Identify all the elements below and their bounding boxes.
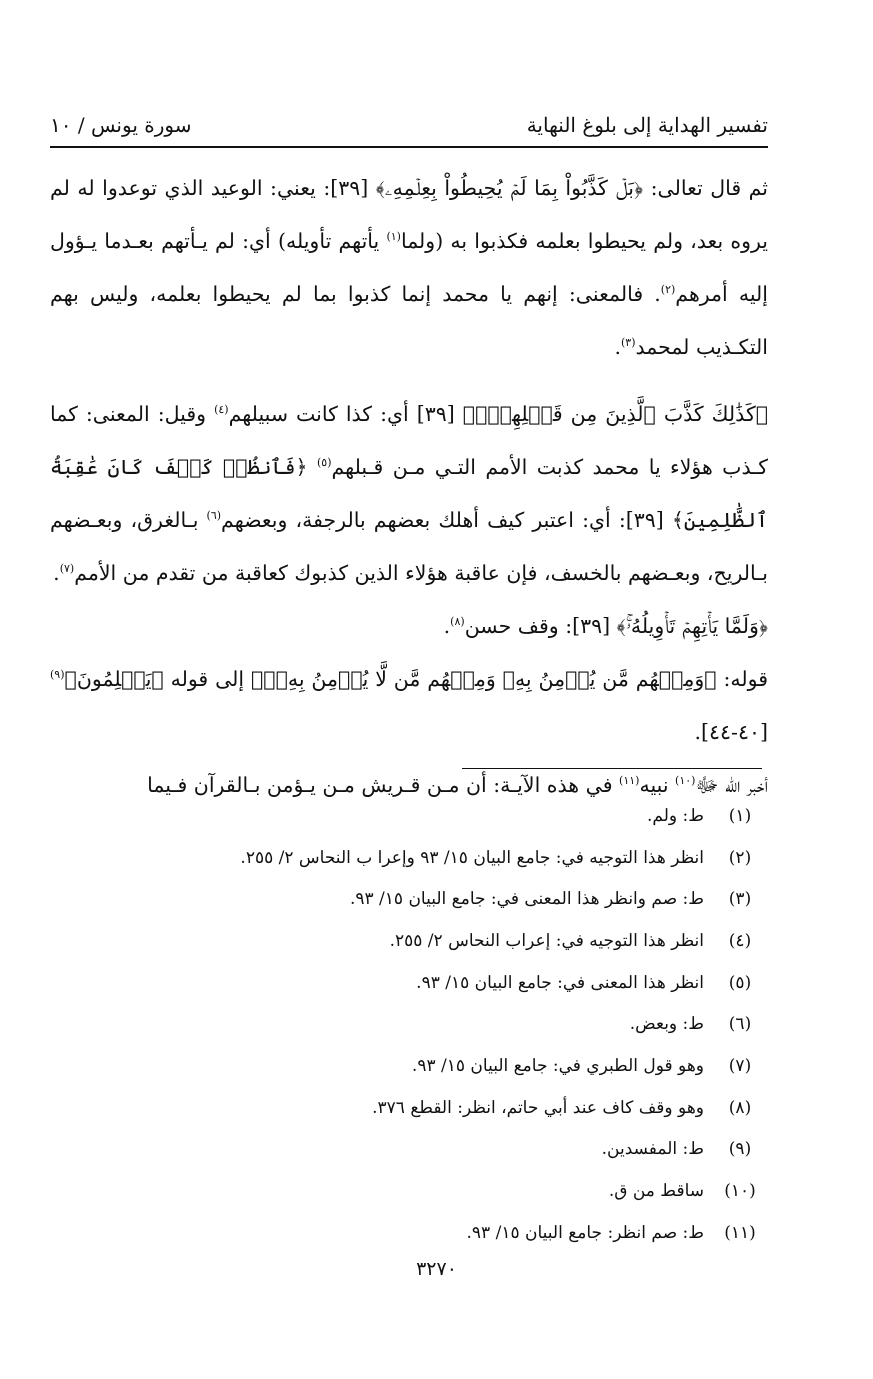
footnote-number: (٤)	[728, 930, 752, 951]
footnote-text: ساقط من ق.	[608, 1181, 704, 1202]
paragraph-2: ﴿كَذَٰلِكَ كَذَّبَ ٱلَّذِينَ مِن قَبۡلِهِمۡۖ﴾ [٣٩] أي: كذا كانت سبيلهم$^{(٤)}$ وقيل: المعنى: كما كـذب هؤلاء يا محمد كذبت الأمم التـي مـن قـبلهم$^{(٥)}$ ﴿فَٱنظُرۡ كَيۡفَ كَانَ عَٰقِبَةُ ٱلظَّٰلِمِينَ﴾ [٣٩]: أي: اعتبر كيف أهلك بعضهم بالرجفة، وبعضهم$^{(٦)}$ بـالغرق، وبعـضهم بـالريح، وبعـضهم بالخسف، فإن عاقبة هؤلاء الذين كذبوك كعاقبة من تقدم من الأمم$^{(٧)}$.	[50, 402, 769, 585]
paragraph-5: أخبر الله ﷻ$^{(١٠)}$ نبيه$^{(١١)}$ في هذه الآيـة: أن مـن قـريش مـن يـؤمن بـالقرآن فـيما	[147, 773, 768, 797]
footnote-ref: (١)	[386, 230, 401, 244]
paragraph-4: قوله: ﴿وَمِنۡهُم مَّن يُؤۡمِنُ بِهِۦ وَمِنۡهُم مَّن لَّا يُؤۡمِنُ بِهِۦۚ﴾ إلى قوله ﴿يَظۡلِمُونَ﴾$^{(٩)}$[٤٠-٤٤].	[50, 667, 768, 744]
footnote-text: ط: صم انظر: جامع البيان ١٥/ ٩٣.	[466, 1222, 704, 1243]
running-header	[50, 108, 768, 142]
paragraph-3: ﴿وَلَمَّا يَأۡتِهِمۡ تَأۡوِيلُهُۥۚ﴾ [٣٩]: وقف حسن$^{(٨)}$.	[443, 614, 768, 638]
surah-label: سورة يونس / ١٠	[50, 113, 192, 137]
footnote-item	[180, 1212, 770, 1254]
footnote-ref: (١٠)	[675, 774, 696, 788]
footnote-text: وهو قول الطبري في: جامع البيان ١٥/ ٩٣.	[411, 1055, 704, 1076]
header-divider	[50, 146, 768, 148]
footnote-number: (١)	[728, 805, 752, 826]
footnote-text: ط: وبعض.	[629, 1014, 704, 1035]
footnote-text: انظر هذا التوجيه في: إعراب النحاس ٢/ ٢٥٥.	[389, 930, 704, 951]
footnote-item	[180, 795, 770, 837]
footnote-ref: (١١)	[619, 774, 640, 788]
footnote-divider	[462, 768, 762, 769]
footnote-item	[180, 1087, 770, 1129]
footnote-item	[180, 1170, 770, 1212]
footnote-ref: (٧)	[59, 562, 75, 576]
footnote-ref: (٤)	[214, 403, 229, 417]
page-number: ٣٢٧٠	[416, 1258, 457, 1280]
footnote-number: (١٠)	[724, 1181, 756, 1202]
footnote-item	[180, 962, 770, 1004]
footnote-ref: (٢)	[660, 283, 676, 297]
footnote-text: ط: المفسدين.	[601, 1139, 704, 1160]
paragraph-1: ثم قال تعالى: ﴿بَلۡ كَذَّبُواْ بِمَا لَمۡ يُحِيطُواْ بِعِلۡمِهِۦ﴾ [٣٩]: يعني: الوعيد الذي توعدوا له لم يروه بعد، ولم يحيطوا بعلمه فكذبوا به (ولما$^{(١)}$ يأتهم تأويله) أي: لم يـأتهم بعـدما يـؤول إليه أمرهم$^{(٢)}$. فالمعنى: إنهم يا محمد إنما كذبوا بما لم يحيطوا بعلمه، وليس بهم التكـذيب لمحمد$^{(٣)}$.	[50, 176, 769, 359]
footnote-item	[180, 878, 770, 920]
footnote-text: ط: صم وانظر هذا المعنى في: جامع البيان ١٥/ ٩٣.	[349, 889, 704, 910]
footnote-number: (٦)	[728, 1014, 752, 1035]
footnote-number: (٥)	[728, 972, 752, 993]
footnote-ref: (٥)	[316, 456, 332, 470]
footnote-number: (٣)	[728, 889, 752, 910]
footnote-item	[180, 1045, 770, 1087]
footnote-text: وهو وقف كاف عند أبي حاتم، انظر: القطع ٣٧٦.	[372, 1097, 704, 1118]
footnotes	[180, 795, 770, 1254]
footnote-ref: (٣)	[620, 336, 636, 350]
footnote-item	[180, 1129, 770, 1171]
footnote-item	[180, 1003, 770, 1045]
footnote-ref: (٦)	[206, 509, 222, 523]
footnote-number: (٨)	[728, 1097, 752, 1118]
footnote-number: (٧)	[728, 1055, 752, 1076]
footnote-ref: (٩)	[50, 668, 65, 682]
footnote-text: ط: ولم.	[647, 805, 704, 826]
main-text	[50, 162, 768, 812]
footnote-number: (٢)	[728, 847, 752, 868]
footnote-ref: (٨)	[450, 615, 465, 629]
book-title: تفسير الهداية إلى بلوغ النهاية	[526, 113, 768, 137]
footnote-item	[180, 920, 770, 962]
footnote-text: انظر هذا المعنى في: جامع البيان ١٥/ ٩٣.	[416, 972, 704, 993]
footnote-item	[180, 837, 770, 879]
footnote-number: (٩)	[728, 1139, 752, 1160]
footnote-text: انظر هذا التوجيه في: جامع البيان ١٥/ ٩٣ وإعرا ب النحاس ٢/ ٢٥٥.	[240, 847, 704, 868]
footnote-number: (١١)	[724, 1222, 756, 1243]
